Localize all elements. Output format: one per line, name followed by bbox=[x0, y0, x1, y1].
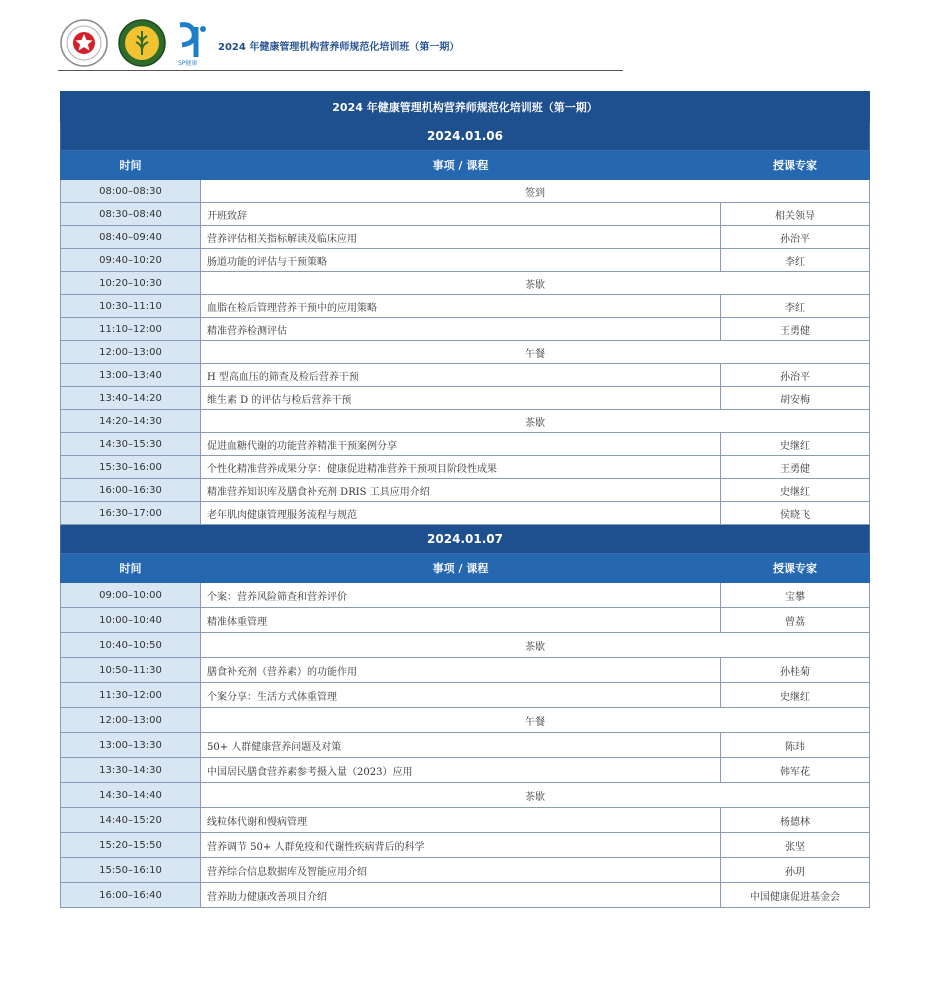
session-time: 10:50–11:30 bbox=[61, 658, 201, 683]
session-expert: 张坚 bbox=[721, 833, 870, 858]
session-expert: 史继红 bbox=[721, 433, 870, 456]
session-course: 膳食补充剂（营养素）的功能作用 bbox=[201, 658, 721, 683]
session-time: 10:20–10:30 bbox=[61, 272, 201, 295]
session-course: 营养调节 50+ 人群免疫和代谢性疾病背后的科学 bbox=[201, 833, 721, 858]
session-course: 线粒体代谢和慢病管理 bbox=[201, 808, 721, 833]
table-row bbox=[61, 295, 870, 318]
table-row bbox=[61, 249, 870, 272]
session-time: 08:30–08:40 bbox=[61, 203, 201, 226]
session-expert: 王勇健 bbox=[721, 318, 870, 341]
session-expert: 李红 bbox=[721, 295, 870, 318]
session-time: 08:00–08:30 bbox=[61, 180, 201, 203]
column-header-expert: 授课专家 bbox=[721, 151, 870, 180]
table-row bbox=[61, 733, 870, 758]
table-row bbox=[61, 633, 870, 658]
session-time: 13:40–14:20 bbox=[61, 387, 201, 410]
table-row bbox=[61, 479, 870, 502]
column-header-row bbox=[61, 151, 870, 180]
session-time: 10:00–10:40 bbox=[61, 608, 201, 633]
page-header bbox=[58, 14, 623, 72]
session-break: 茶歇 bbox=[201, 633, 870, 658]
session-course: 营养评估相关指标解读及临床应用 bbox=[201, 226, 721, 249]
session-time: 09:40–10:20 bbox=[61, 249, 201, 272]
session-time: 11:30–12:00 bbox=[61, 683, 201, 708]
session-expert: 胡安梅 bbox=[721, 387, 870, 410]
session-expert: 宝攀 bbox=[721, 583, 870, 608]
red-emblem-logo bbox=[60, 19, 108, 67]
session-time: 10:40–10:50 bbox=[61, 633, 201, 658]
table-row bbox=[61, 226, 870, 249]
session-time: 14:40–15:20 bbox=[61, 808, 201, 833]
session-time: 14:20–14:30 bbox=[61, 410, 201, 433]
schedule-table bbox=[60, 91, 870, 908]
session-course: 个性化精准营养成果分享：健康促进精准营养干预项目阶段性成果 bbox=[201, 456, 721, 479]
date-row bbox=[61, 525, 870, 554]
table-title-row bbox=[61, 92, 870, 122]
session-time: 14:30–15:30 bbox=[61, 433, 201, 456]
table-row bbox=[61, 683, 870, 708]
session-expert: 孙桂菊 bbox=[721, 658, 870, 683]
session-expert: 曾荔 bbox=[721, 608, 870, 633]
session-course: H 型高血压的筛查及检后营养干预 bbox=[201, 364, 721, 387]
column-header-course: 事项 / 课程 bbox=[201, 151, 721, 180]
session-time: 09:00–10:00 bbox=[61, 583, 201, 608]
day-1-section bbox=[61, 122, 870, 525]
table-row bbox=[61, 502, 870, 525]
table-row bbox=[61, 180, 870, 203]
session-course: 精准营养检测评估 bbox=[201, 318, 721, 341]
session-expert: 侯晓飞 bbox=[721, 502, 870, 525]
table-row bbox=[61, 203, 870, 226]
table-row bbox=[61, 318, 870, 341]
table-row bbox=[61, 858, 870, 883]
table-title: 2024 年健康管理机构营养师规范化培训班（第一期） bbox=[61, 92, 870, 122]
column-header-row bbox=[61, 554, 870, 583]
blue-sp-logo bbox=[174, 19, 208, 67]
session-break: 茶歇 bbox=[201, 783, 870, 808]
table-row bbox=[61, 341, 870, 364]
session-time: 15:50–16:10 bbox=[61, 858, 201, 883]
session-expert: 史继红 bbox=[721, 683, 870, 708]
green-wheat-logo bbox=[118, 19, 166, 67]
session-time: 15:20–15:50 bbox=[61, 833, 201, 858]
session-expert: 李红 bbox=[721, 249, 870, 272]
session-course: 精准营养知识库及膳食补充剂 DRIS 工具应用介绍 bbox=[201, 479, 721, 502]
table-row bbox=[61, 410, 870, 433]
table-row bbox=[61, 783, 870, 808]
session-expert: 王勇健 bbox=[721, 456, 870, 479]
session-break: 午餐 bbox=[201, 341, 870, 364]
table-row bbox=[61, 833, 870, 858]
session-course: 个案：营养风险筛查和营养评价 bbox=[201, 583, 721, 608]
table-row bbox=[61, 758, 870, 783]
column-header-expert: 授课专家 bbox=[721, 554, 870, 583]
table-row bbox=[61, 272, 870, 295]
session-expert: 孙治平 bbox=[721, 226, 870, 249]
session-course: 营养综合信息数据库及智能应用介绍 bbox=[201, 858, 721, 883]
session-course: 血脂在检后管理营养干预中的应用策略 bbox=[201, 295, 721, 318]
session-time: 13:00–13:30 bbox=[61, 733, 201, 758]
table-row bbox=[61, 608, 870, 633]
table-row bbox=[61, 364, 870, 387]
session-course: 50+ 人群健康营养问题及对策 bbox=[201, 733, 721, 758]
session-time: 13:00–13:40 bbox=[61, 364, 201, 387]
session-time: 12:00–13:00 bbox=[61, 708, 201, 733]
table-row bbox=[61, 658, 870, 683]
session-time: 16:00–16:30 bbox=[61, 479, 201, 502]
header-divider bbox=[58, 70, 623, 71]
session-time: 15:30–16:00 bbox=[61, 456, 201, 479]
logo-caption: SP健康 bbox=[178, 60, 198, 67]
session-time: 16:00–16:40 bbox=[61, 883, 201, 908]
table-row bbox=[61, 883, 870, 908]
session-expert: 相关领导 bbox=[721, 203, 870, 226]
session-course: 老年肌肉健康管理服务流程与规范 bbox=[201, 502, 721, 525]
session-time: 08:40–09:40 bbox=[61, 226, 201, 249]
day-2-section bbox=[61, 525, 870, 908]
session-course: 维生素 D 的评估与检后营养干预 bbox=[201, 387, 721, 410]
session-expert: 史继红 bbox=[721, 479, 870, 502]
session-time: 11:10–12:00 bbox=[61, 318, 201, 341]
session-break: 午餐 bbox=[201, 708, 870, 733]
table-row bbox=[61, 456, 870, 479]
session-time: 14:30–14:40 bbox=[61, 783, 201, 808]
session-expert: 孙玥 bbox=[721, 858, 870, 883]
session-expert: 孙治平 bbox=[721, 364, 870, 387]
session-course: 精准体重管理 bbox=[201, 608, 721, 633]
table-row bbox=[61, 433, 870, 456]
session-break: 签到 bbox=[201, 180, 870, 203]
session-expert: 杨德林 bbox=[721, 808, 870, 833]
session-expert: 中国健康促进基金会 bbox=[721, 883, 870, 908]
table-row bbox=[61, 583, 870, 608]
column-header-time: 时间 bbox=[61, 554, 201, 583]
date-row bbox=[61, 122, 870, 151]
session-time: 12:00–13:00 bbox=[61, 341, 201, 364]
column-header-course: 事项 / 课程 bbox=[201, 554, 721, 583]
session-course: 肠道功能的评估与干预策略 bbox=[201, 249, 721, 272]
session-break: 茶歇 bbox=[201, 410, 870, 433]
table-row bbox=[61, 808, 870, 833]
session-time: 16:30–17:00 bbox=[61, 502, 201, 525]
session-course: 开班致辞 bbox=[201, 203, 721, 226]
session-time: 10:30–11:10 bbox=[61, 295, 201, 318]
session-expert: 陈玮 bbox=[721, 733, 870, 758]
session-course: 个案分享：生活方式体重管理 bbox=[201, 683, 721, 708]
session-course: 营养助力健康改善项目介绍 bbox=[201, 883, 721, 908]
session-course: 促进血糖代谢的功能营养精准干预案例分享 bbox=[201, 433, 721, 456]
header-title: 2024 年健康管理机构营养师规范化培训班（第一期） bbox=[218, 42, 460, 53]
column-header-time: 时间 bbox=[61, 151, 201, 180]
date-label: 2024.01.07 bbox=[61, 525, 870, 554]
table-row bbox=[61, 387, 870, 410]
table-row bbox=[61, 708, 870, 733]
session-time: 13:30–14:30 bbox=[61, 758, 201, 783]
session-course: 中国居民膳食营养素参考摄入量（2023）应用 bbox=[201, 758, 721, 783]
date-label: 2024.01.06 bbox=[61, 122, 870, 151]
session-break: 茶歇 bbox=[201, 272, 870, 295]
session-expert: 韩军花 bbox=[721, 758, 870, 783]
